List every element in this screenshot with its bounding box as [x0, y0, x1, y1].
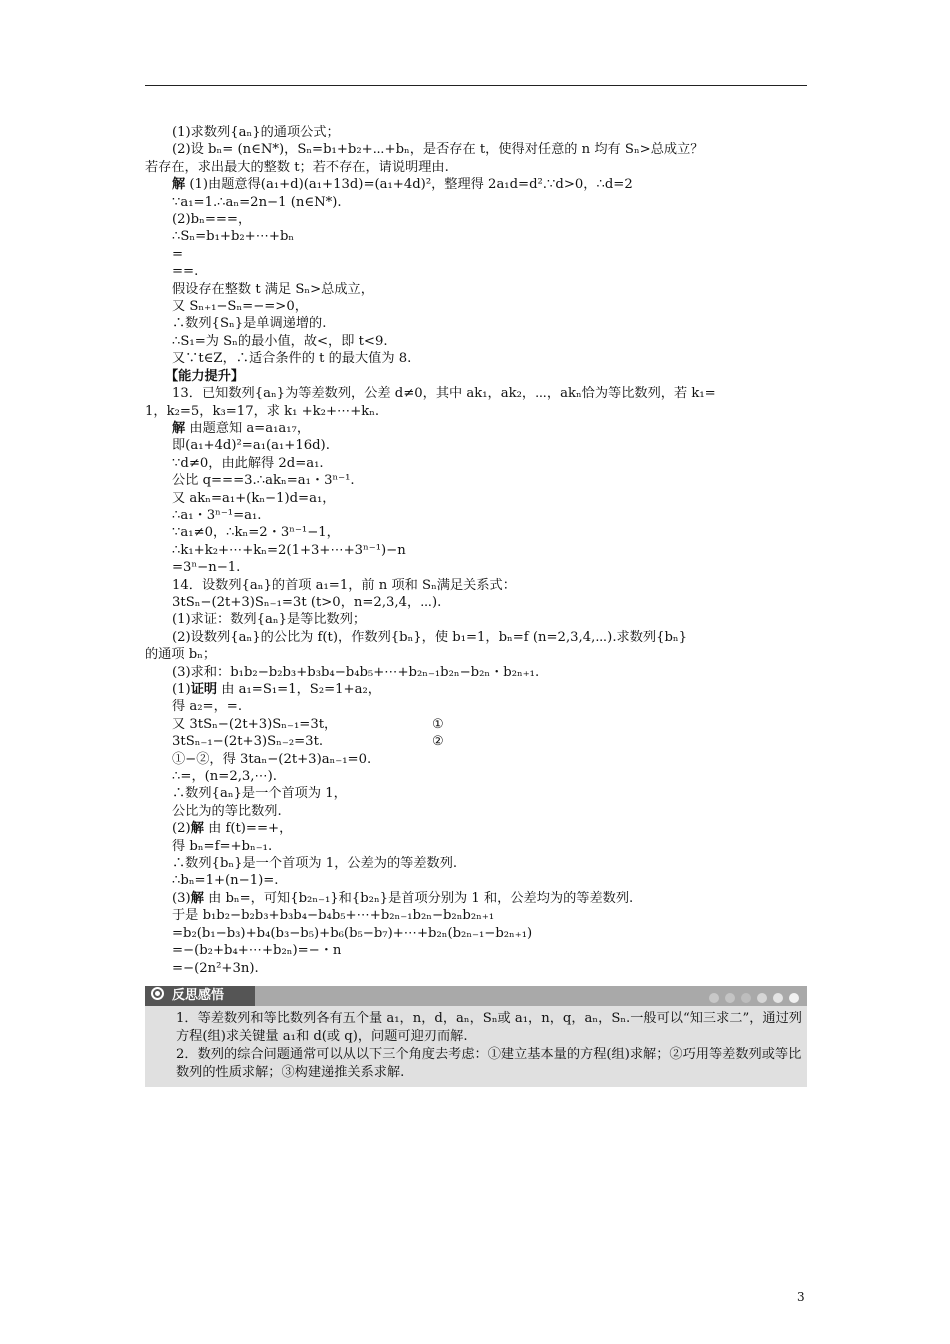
- line-text: =−(2n²+3n).: [172, 960, 259, 976]
- line-text: 公比为的等比数列.: [172, 803, 282, 819]
- line-text: 于是 b₁b₂−b₂b₃+b₃b₄−b₄b₅+⋯+b₂ₙ₋₁b₂ₙ−b₂ₙb₂ₙ₊₁: [172, 908, 495, 924]
- text-line: [145, 350, 807, 367]
- equation-marker: ②: [432, 734, 444, 750]
- target-icon: [151, 987, 164, 1000]
- line-text: 又 3tSₙ−(2t+3)Sₙ₋₁=3t，: [172, 716, 338, 732]
- line-text: 得 bₙ=f=+bₙ₋₁.: [172, 838, 273, 854]
- dot-icon: [725, 993, 735, 1003]
- text-line: [145, 211, 807, 228]
- page-content: [145, 124, 807, 1087]
- line-text: =3ⁿ−n−1.: [172, 560, 241, 576]
- text-line: [145, 925, 807, 942]
- section-heading: 【能力提升】: [165, 368, 245, 384]
- text-line: [145, 246, 807, 263]
- line-text: (1)求证：数列{aₙ}是等比数列；: [172, 612, 367, 628]
- line-text: ∴数列{Sₙ}是单调递增的.: [172, 316, 327, 332]
- text-line: [145, 281, 807, 298]
- line-text: 若存在，求出最大的整数 t；若不存在，请说明理由.: [145, 159, 449, 175]
- text-line: [145, 385, 807, 402]
- text-line: [145, 141, 807, 158]
- line-text: (1)由题意得(a₁+d)(a₁+13d)=(a₁+4d)²，整理得 2a₁d=d².∵d>0，∴d=2: [185, 177, 633, 193]
- text-line: [145, 716, 807, 733]
- text-line: [145, 838, 807, 855]
- text-line: [145, 333, 807, 350]
- line-text: 14．设数列{aₙ}的首项 a₁=1，前 n 项和 Sₙ满足关系式：: [172, 577, 516, 593]
- header-rule: [145, 85, 807, 86]
- text-line: [145, 124, 807, 141]
- reflection-title: [145, 986, 255, 1006]
- solution-label: 解: [190, 890, 204, 906]
- line-text: 由 a₁=S₁=1，S₂=1+a₂，: [217, 682, 381, 697]
- text-line: [145, 577, 807, 594]
- dot-icon: [741, 993, 751, 1003]
- text-line: [145, 455, 807, 472]
- dot-icon: [773, 993, 783, 1003]
- line-text: 3tSₙ₋₁−(2t+3)Sₙ₋₂=3t.: [172, 734, 324, 750]
- text-line: [145, 751, 807, 768]
- text-line: [145, 820, 807, 837]
- solution-label: 证明: [190, 682, 218, 697]
- line-text: 由 f(t)==+，: [203, 821, 293, 837]
- line-text: (2)bₙ===，: [172, 212, 252, 228]
- line-text: 公比 q===3.∴akₙ=a₁・3ⁿ⁻¹.: [172, 473, 355, 489]
- page-number: 3: [797, 1290, 805, 1304]
- line-text: 又∵t∈Z，∴适合条件的 t 的最大值为 8.: [172, 351, 412, 367]
- solution-label: 解: [190, 821, 204, 837]
- line-text: ∴S₁=为 Sₙ的最小值，故<，即 t<9.: [172, 333, 388, 349]
- equation-marker: ①: [432, 716, 444, 732]
- text-line: [145, 768, 807, 785]
- text-line: [145, 437, 807, 454]
- text-line: [145, 403, 807, 420]
- reflection-header: [145, 986, 807, 1006]
- text-line: [145, 664, 807, 681]
- line-text: (2)设 bₙ= (n∈N*)，Sₙ=b₁+b₂+⋯+bₙ，是否存在 t，使得对任意的 n 均有 Sₙ>总成立？: [172, 142, 704, 158]
- text-line: [145, 228, 807, 245]
- text-line: [145, 194, 807, 211]
- text-line: [145, 176, 807, 193]
- text-line: [145, 263, 807, 280]
- dot-icon: [709, 993, 719, 1003]
- text-line: [145, 611, 807, 628]
- line-text: 由 bₙ=，可知{b₂ₙ₋₁}和{b₂ₙ}是首项分别为 1 和，公差均为的等差数列.: [203, 890, 634, 906]
- line-text: ∴a₁・3ⁿ⁻¹=a₁.: [172, 507, 262, 523]
- line-text: (1)求数列{aₙ}的通项公式；: [172, 125, 340, 140]
- line-text: 又 akₙ=a₁+(kₙ−1)d=a₁，: [172, 490, 336, 506]
- reflection-body: [145, 1006, 807, 1087]
- text-line: [145, 698, 807, 715]
- line-text: =−(b₂+b₄+⋯+b₂ₙ)=−・n: [172, 943, 342, 959]
- solution-label: 解: [172, 420, 186, 436]
- line-text: =: [172, 246, 184, 262]
- text-line: [145, 420, 807, 437]
- text-line: [145, 803, 807, 820]
- line-text: ∴k₁+k₂+⋯+kₙ=2(1+3+⋯+3ⁿ⁻¹)−n: [172, 542, 406, 558]
- text-line: [145, 490, 807, 507]
- line-text: ∵d≠0，由此解得 2d=a₁.: [172, 455, 324, 471]
- line-text: 得 a₂=，=.: [172, 699, 243, 715]
- text-line: [145, 472, 807, 489]
- text-line: [145, 542, 807, 559]
- reflection-item: 2．数列的综合问题通常可以从以下三个角度去考虑：①建立基本量的方程(组)求解；②巧用等差数列或等比数列的性质求解；③构建递推关系求解.: [176, 1046, 802, 1080]
- text-line: [145, 507, 807, 524]
- line-text: ∴数列{bₙ}是一个首项为 1，公差为的等差数列.: [172, 856, 458, 872]
- text-line: [145, 733, 807, 750]
- reflection-box: [145, 986, 807, 1087]
- text-line: [145, 785, 807, 802]
- solution-lines: [145, 124, 807, 977]
- line-text: ∴bₙ=1+(n−1)=.: [172, 873, 279, 889]
- text-line: [145, 559, 807, 576]
- line-text: ①−②，得 3taₙ−(2t+3)aₙ₋₁=0.: [172, 751, 372, 767]
- line-text: 又 Sₙ₊₁−Sₙ=−=>0，: [172, 299, 308, 315]
- text-line: [145, 524, 807, 541]
- part-number: (3): [172, 890, 191, 906]
- line-text: ∵a₁≠0，∴kₙ=2・3ⁿ⁻¹−1，: [172, 525, 340, 541]
- line-text: (3)求和：b₁b₂−b₂b₃+b₃b₄−b₄b₅+⋯+b₂ₙ₋₁b₂ₙ−b₂ₙ・b₂ₙ₊₁.: [172, 664, 540, 680]
- text-line: [145, 942, 807, 959]
- text-line: [145, 159, 807, 176]
- line-text: ∴Sₙ=b₁+b₂+⋯+bₙ: [172, 229, 295, 245]
- part-number: (2): [172, 821, 191, 837]
- line-text: 假设存在整数 t 满足 Sₙ>总成立，: [172, 281, 374, 297]
- text-line: [145, 681, 807, 698]
- text-line: [145, 298, 807, 315]
- text-line: [145, 872, 807, 889]
- reflection-item: 1．等差数列和等比数列各有五个量 a₁，n，d，aₙ，Sₙ或 a₁，n，q，aₙ，Sₙ.一般可以“知三求二”，通过列方程(组)求关键量 a₁和 d(或 q)，问题可迎刃而解.: [176, 1010, 802, 1044]
- decorative-dots: [703, 991, 799, 1008]
- line-text: ∵a₁=1.∴aₙ=2n−1 (n∈N*).: [172, 194, 342, 210]
- text-line: [145, 629, 807, 646]
- text-line: [145, 315, 807, 332]
- text-line: [145, 646, 807, 663]
- text-line: [145, 960, 807, 977]
- solution-label: 解: [172, 177, 186, 193]
- line-text: 即(a₁+4d)²=a₁(a₁+16d).: [172, 438, 330, 454]
- line-text: ∴=，(n=2,3,⋯).: [172, 769, 278, 785]
- reflection-title-text: 反思感悟: [172, 987, 225, 1003]
- dot-icon: [789, 993, 799, 1003]
- text-line: [145, 594, 807, 611]
- line-text: =b₂(b₁−b₃)+b₄(b₃−b₅)+b₆(b₅−b₇)+⋯+b₂ₙ(b₂ₙ₋₁−b₂ₙ₊₁): [172, 925, 533, 941]
- line-text: 的通项 bₙ；: [145, 647, 217, 663]
- line-text: 3tSₙ−(2t+3)Sₙ₋₁=3t (t>0，n=2,3,4，⋯).: [172, 594, 442, 610]
- dot-icon: [757, 993, 767, 1003]
- line-text: 13．已知数列{aₙ}为等差数列，公差 d≠0，其中 ak₁，ak₂，⋯，akₙ恰为等比数列，若 k₁=: [172, 386, 716, 402]
- line-text: ==.: [172, 264, 199, 280]
- text-line: [145, 907, 807, 924]
- part-number: (1): [172, 682, 191, 697]
- text-line: [145, 890, 807, 907]
- line-text: 1，k₂=5，k₃=17，求 k₁ +k₂+⋯+kₙ.: [145, 403, 380, 419]
- line-text: (2)设数列{aₙ}的公比为 f(t)，作数列{bₙ}，使 b₁=1，bₙ=f (n=2,3,4,⋯).求数列{bₙ}: [172, 629, 688, 645]
- line-text: 由题意知 a=a₁a₁₇，: [185, 420, 311, 436]
- line-text: ∴数列{aₙ}是一个首项为 1，: [172, 786, 347, 802]
- text-line: [145, 855, 807, 872]
